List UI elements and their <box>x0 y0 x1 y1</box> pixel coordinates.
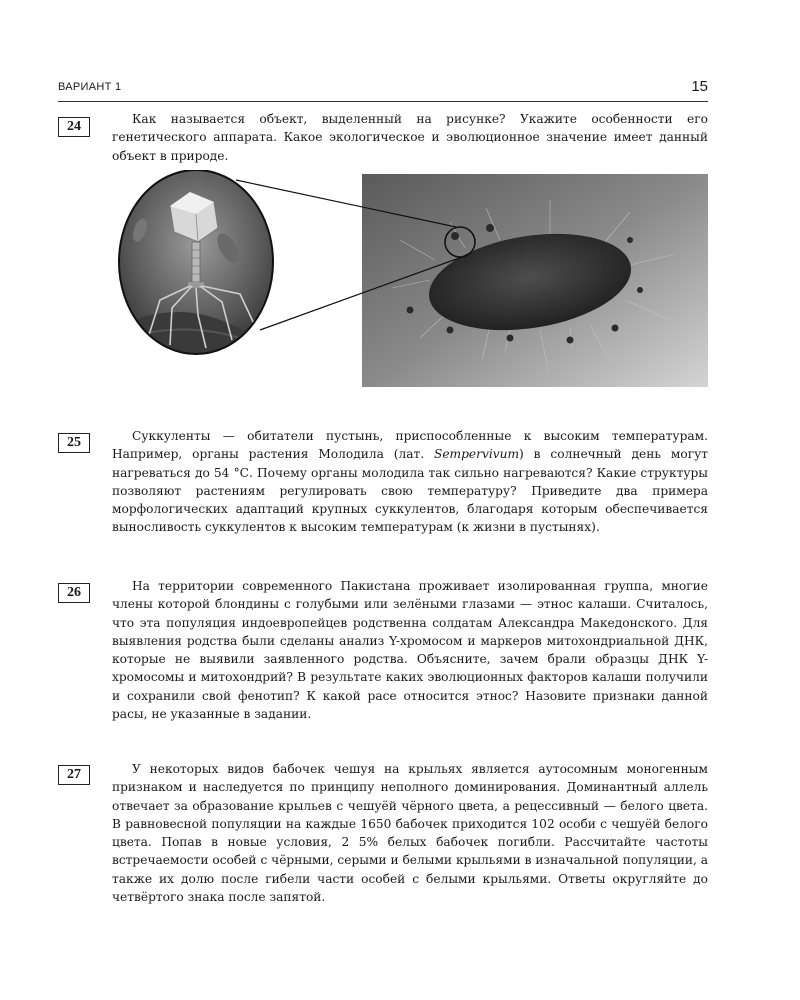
phage-zoom-oval <box>110 170 280 370</box>
header-rule <box>58 101 708 102</box>
task-26-paragraph: На территории современного Пакистана проживает изолированная группа, многие члены которой блондины с голубыми или зелёными глазами — этнос калаши. Считалось, что эта популяция индоевропейцев родственна солдатам Александра Македонского. Для выявления родства были сделаны анализ Y-хромосом и маркеров митохондриальной ДНК, которые не выявили заявленного родства. Объясните, зачем брали образцы ДНК Y-хромосомы и митохондрий? В результате каких эволюционных факторов калаши получили и сохранили свой фенотип? К какой расе относится этнос? Назовите признаки данной расы, не указанные в задании. <box>112 579 708 722</box>
task-text-27 <box>112 760 708 906</box>
page-number: 15 <box>691 78 708 95</box>
phage-illustration <box>110 170 708 390</box>
phage-figure <box>110 170 708 390</box>
task-25-text-end: ) в солнечный день могут нагреваться до 54 °С. Почему органы молодила так сильно нагреваются? Какие структуры позволяют растениям регулировать свою температуру? Приведите два примера морфологических адаптаций крупных суккулентов, благодаря которым обеспечивается выносливость суккулентов к высоким температурам (к жизни в пустынях). <box>112 447 708 535</box>
task-number-27: 27 <box>58 765 90 785</box>
task-number-24: 24 <box>58 117 90 137</box>
task-25-text-start: Суккуленты — обитатели пустынь, приспособленные к высоким температурам. Например, органы растения Молодила (лат. <box>112 429 708 462</box>
page-header <box>58 80 708 100</box>
task-text-25 <box>112 427 708 537</box>
task-25-paragraph <box>112 427 708 537</box>
task-27-paragraph: У некоторых видов бабочек чешуя на крыльях является аутосомным моногенным признаком и наследуется по принципу неполного доминирования. Доминантный аллель отвечает за образование крыльев с чешуёй чёрного цвета, а рецессивный — белого цвета. В равновесной популяции на каждые 1650 бабочек приходится 102 особи с чешуёй белого цвета. Попав в новые условия, 2 5% белых бабочек погибли. Рассчитайте частоты встречаемости особей с чёрными, серыми и белыми крыльями в изначальной популяции, а также их долю после гибели части особей с белыми крыльями. Ответы округляйте до четвёртого знака после запятой. <box>112 762 708 905</box>
latin-name: Sempervivum <box>434 447 520 462</box>
task-24-paragraph: Как называется объект, выделенный на рисунке? Укажите особенности его генетического аппарата. Какое экологическое и эволюционное значение имеет данный объект в природе. <box>112 112 708 163</box>
variant-label: ВАРИАНТ 1 <box>58 81 122 93</box>
task-text-26 <box>112 577 708 723</box>
task-number-25: 25 <box>58 433 90 453</box>
task-text-24 <box>112 110 708 165</box>
task-number-26: 26 <box>58 583 90 603</box>
